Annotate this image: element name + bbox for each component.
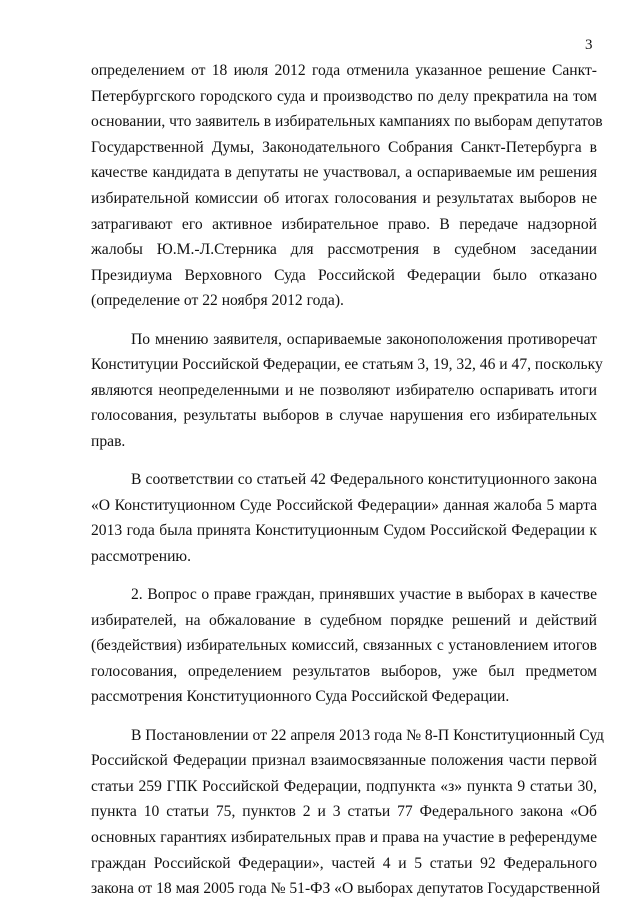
- text-line: голосования, определением результатов выборов, уже был предметом: [91, 662, 597, 680]
- text-line: статьи 259 ГПК Российской Федерации, подпункта «з» пункта 9 статьи 30,: [91, 777, 597, 795]
- text-line: голосования, результаты выборов в случае нарушения его избирательных: [91, 407, 597, 425]
- text-line: В соответствии со статьей 42 Федерального конституционного закона: [131, 471, 597, 489]
- text-line: пункта 10 статьи 75, пунктов 2 и 3 статьи 77 Федерального закона «Об: [91, 803, 597, 821]
- text-line: затрагивают его активное избирательное право. В передаче надзорной: [91, 215, 597, 233]
- paragraph-3: [91, 467, 597, 569]
- text-line: избирателей, на обжалование в судебном порядке решений и действий: [91, 611, 597, 629]
- text-line: По мнению заявителя, оспариваемые законоположения противоречат: [131, 330, 597, 348]
- text-line: качестве кандидата в депутаты не участвовал, а оспариваемые им решения: [91, 164, 597, 182]
- text-line: рассмотрения Конституционного Суда Российской Федерации.: [91, 688, 510, 706]
- text-line: основании, что заявитель в избирательных кампаниях по выборам депутатов: [91, 113, 603, 131]
- text-line: Конституции Российской Федерации, ее статьям 3, 19, 32, 46 и 47, поскольку: [91, 356, 603, 374]
- text-line: являются неопределенными и не позволяют избирателю оспаривать итоги: [91, 381, 597, 399]
- text-line: определением от 18 июля 2012 года отменила указанное решение Санкт-: [91, 62, 597, 79]
- text-line: (определение от 22 ноября 2012 года).: [91, 292, 344, 310]
- text-line: В Постановлении от 22 апреля 2013 года № 8-П Конституционный Суд: [131, 726, 604, 744]
- text-line: (бездействия) избирательных комиссий, связанных с установлением итогов: [91, 637, 597, 655]
- text-line: 2. Вопрос о праве граждан, принявших участие в выборах в качестве: [131, 586, 597, 604]
- text-line: «О Конституционном Суде Российской Федерации» данная жалоба 5 марта: [91, 496, 597, 514]
- paragraph-5: [91, 723, 604, 902]
- text-line: Государственной Думы, Законодательного Собрания Санкт-Петербурга в: [91, 138, 597, 156]
- text-line: Петербургского городского суда и производство по делу прекратила на том: [91, 87, 597, 105]
- paragraph-1: [91, 58, 603, 314]
- text-line: жалобы Ю.М.-Л.Стерника для рассмотрения в судебном заседании: [91, 241, 597, 259]
- text-line: 2013 года была принята Конституционным Судом Российской Федерации к: [91, 522, 597, 540]
- page-number: 3: [585, 37, 593, 53]
- text-line: Президиума Верховного Суда Российской Федерации было отказано: [91, 266, 597, 284]
- text-line: граждан Российской Федерации», частей 4 и 5 статьи 92 Федерального: [91, 854, 597, 872]
- text-line: Российской Федерации признал взаимосвязанные положения части первой: [91, 752, 597, 770]
- paragraph-4: [91, 582, 597, 710]
- text-line: избирательной комиссии об итогах голосования и результатах выборов не: [91, 189, 597, 207]
- text-line: закона от 18 мая 2005 года № 51-ФЗ «О выборах депутатов Государственной: [91, 880, 601, 898]
- paragraph-2: [91, 327, 603, 455]
- text-line: прав.: [91, 432, 126, 450]
- document-body: [91, 58, 604, 914]
- text-line: рассмотрению.: [91, 547, 191, 565]
- text-line: основных гарантиях избирательных прав и права на участие в референдуме: [91, 829, 597, 846]
